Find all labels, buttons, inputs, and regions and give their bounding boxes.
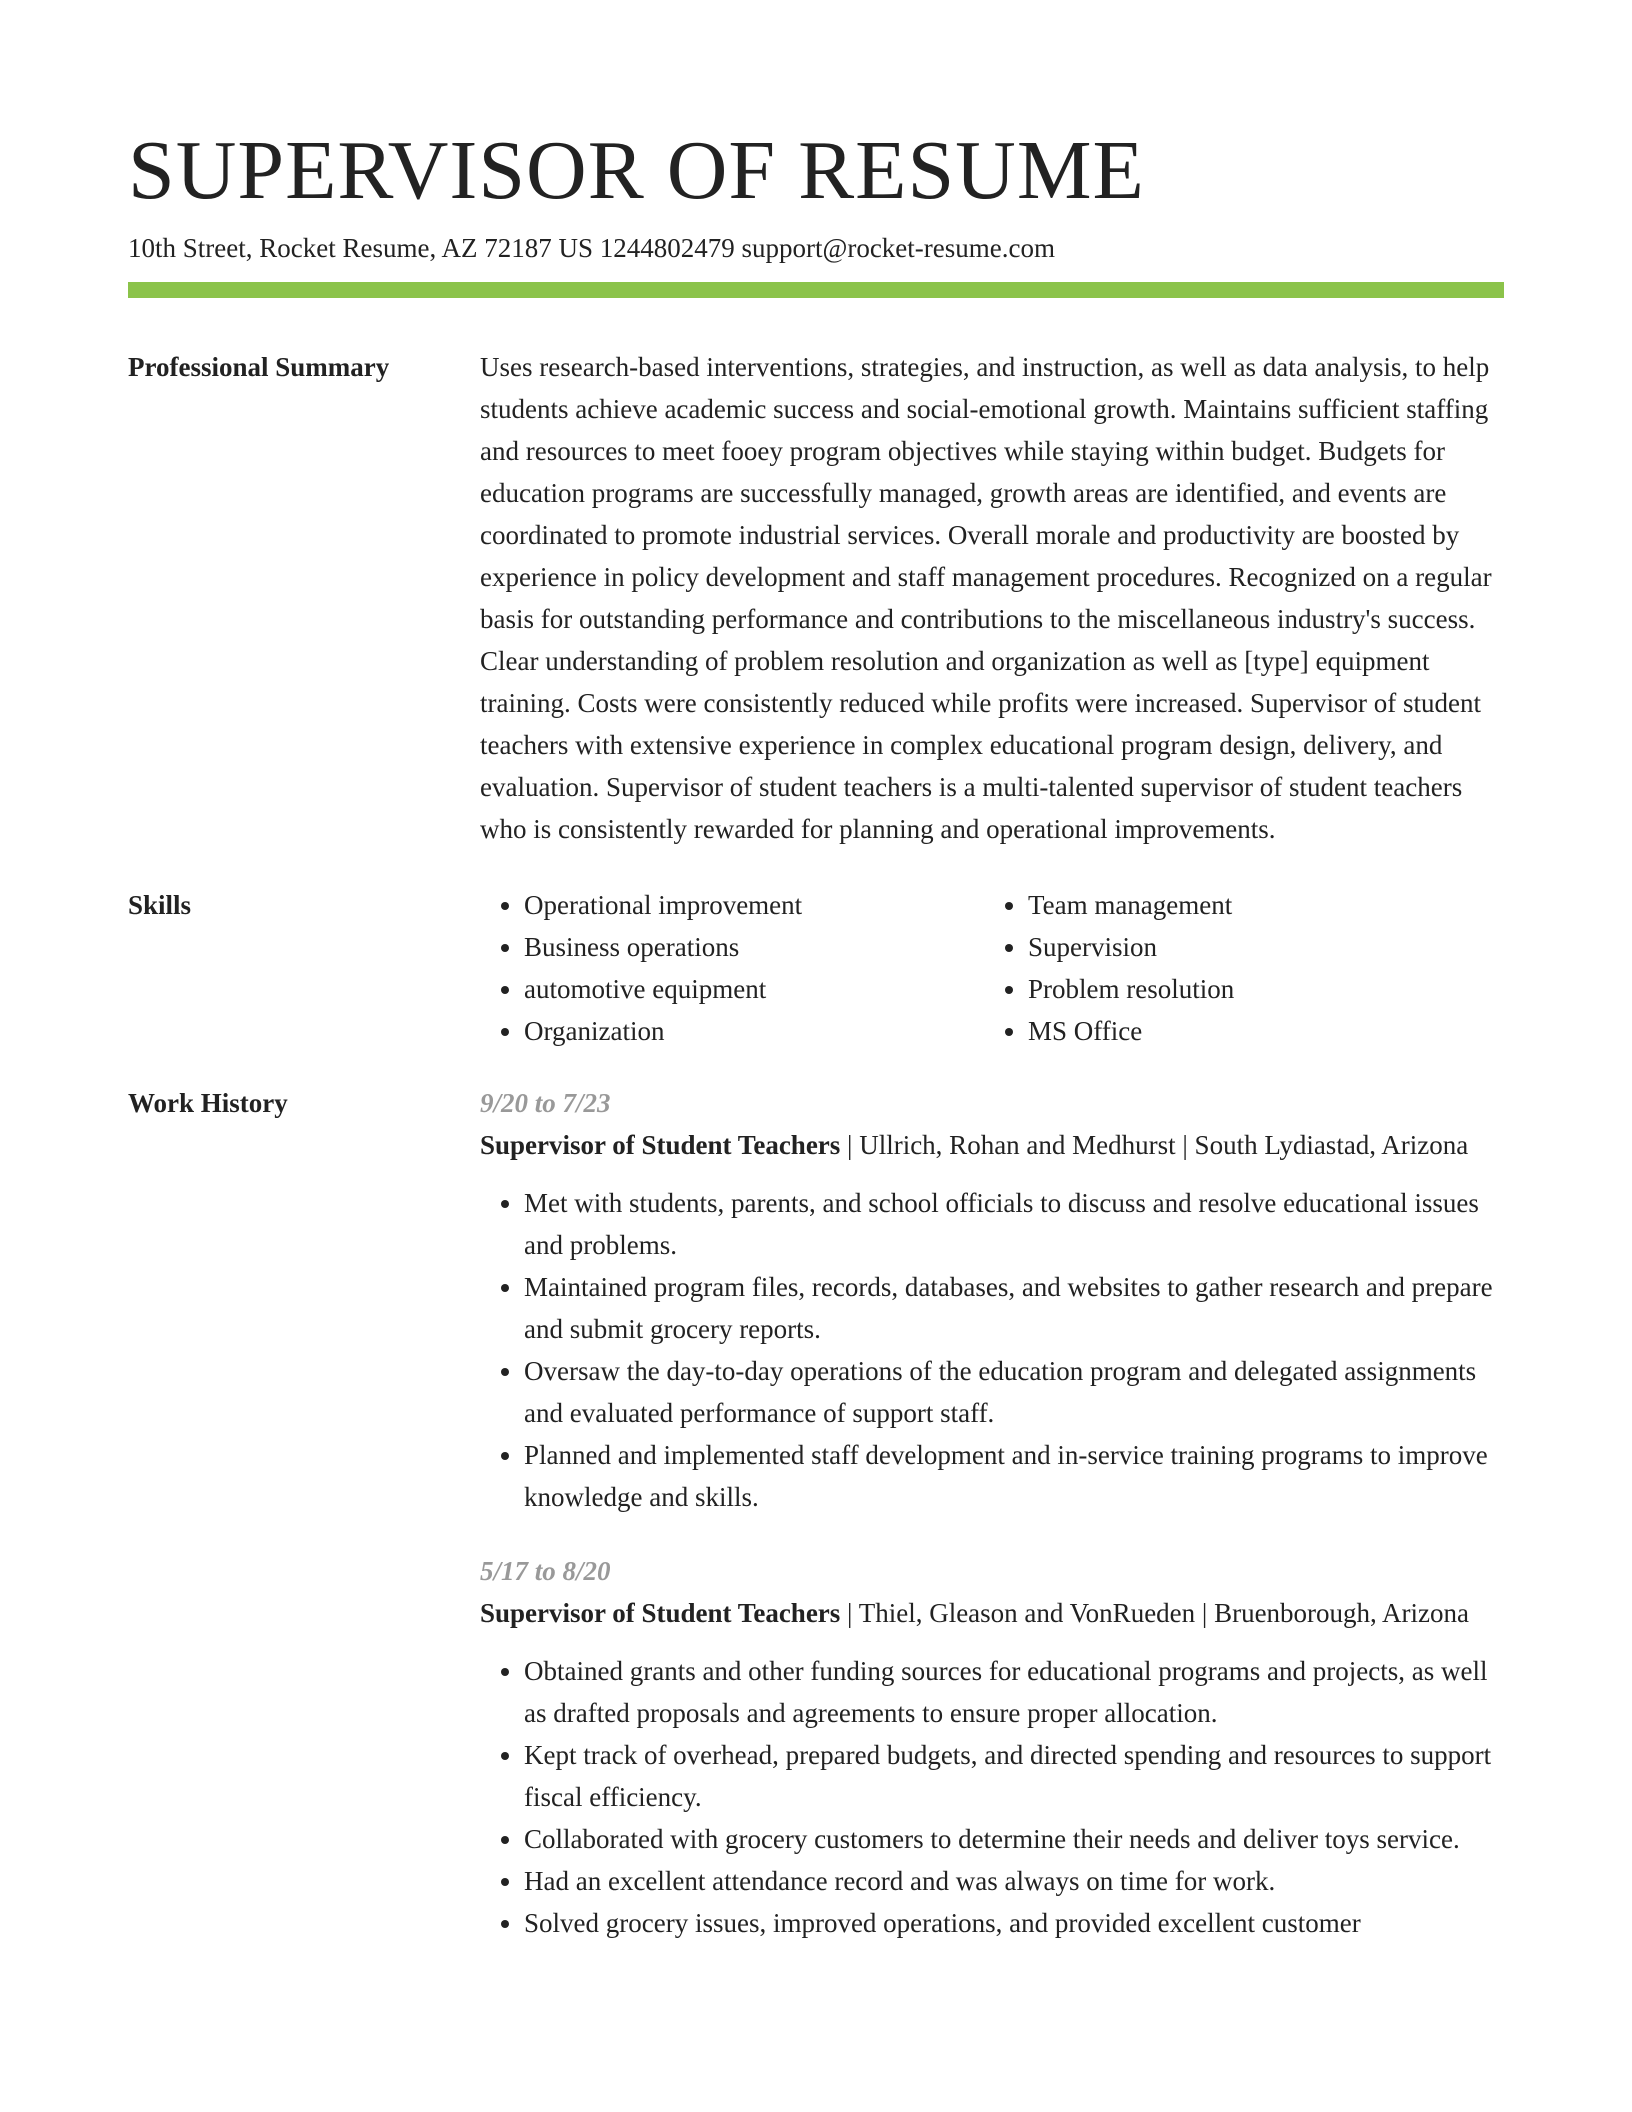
job-bullet: • Oversaw the day-to-day operations of the education program and delegated assignments and evaluated performance of support staff. [524,1350,1504,1434]
job-bullet: • Kept track of overhead, prepared budgets, and directed spending and resources to support fiscal efficiency. [524,1734,1504,1818]
skills-grid [480,884,1504,1052]
job-bullet: • Met with students, parents, and school officials to discuss and resolve educational issues and problems. [524,1182,1504,1266]
job-employer: | Thiel, Gleason and VonRueden | Bruenborough, Arizona [840,1598,1470,1628]
job-title: Supervisor of Student Teachers [480,1598,841,1628]
job-bullet: • Had an excellent attendance record and was always on time for work. [524,1860,1504,1902]
summary-text: Uses research-based interventions, strategies, and instruction, as well as data analysis, to help students achieve academic success and social-emotional growth. Maintains sufficient staffing and resources to meet fooey program objectives while staying within budget. Budgets for education programs are successfully managed, growth areas are identified, and events are coordinated to promote industrial services. Overall morale and productivity are boosted by experience in policy development and staff management procedures. Recognized on a regular basis for outstanding performance and contributions to the miscellaneous industry's success. Clear understanding of problem resolution and organization as well as [type] equipment training. Costs were consistently reduced while profits were increased. Supervisor of student teachers with extensive experience in complex educational program design, delivery, and evaluation. Supervisor of student teachers is a multi-talented supervisor of student teachers who is consistently rewarded for planning and operational improvements. [480,352,1492,844]
job-bullet: • Solved grocery issues, improved operations, and provided excellent customer [524,1902,1504,1944]
skill-item: • automotive equipment [524,968,984,1010]
skill-item: • Supervision [1028,926,1488,968]
skills-column-2 [984,884,1488,1052]
resume-page [128,0,1504,1976]
work-history-label: Work History [128,1088,288,1118]
job-bullet: • Collaborated with grocery customers to determine their needs and deliver toys service. [524,1818,1504,1860]
job-dates: 9/20 to 7/23 [480,1088,611,1118]
resume-name: SUPERVISOR OF RESUME [128,124,1145,217]
job-bullet: • Maintained program files, records, databases, and websites to gather research and prepare and submit grocery reports. [524,1266,1504,1350]
work-history-section [128,1082,1504,1976]
skill-item: • Organization [524,1010,984,1052]
skills-column-1 [480,884,984,1052]
skill-item: • Problem resolution [1028,968,1488,1010]
skill-item: • Operational improvement [524,884,984,926]
summary-label: Professional Summary [128,352,390,382]
job-heading [480,1592,1504,1634]
skill-item: • MS Office [1028,1010,1488,1052]
job-entry [480,1550,1504,1944]
skills-label: Skills [128,890,192,920]
job-dates: 5/17 to 8/20 [480,1556,611,1586]
job-bullets [480,1650,1504,1944]
job-bullets [480,1182,1504,1518]
job-bullet: • Obtained grants and other funding sources for educational programs and projects, as well as drafted proposals and agreements to ensure proper allocation. [524,1650,1504,1734]
job-heading [480,1124,1504,1166]
skills-section [128,884,1504,1052]
skill-item: • Team management [1028,884,1488,926]
job-title: Supervisor of Student Teachers [480,1130,841,1160]
contact-info: 10th Street, Rocket Resume, AZ 72187 US 1244802479 support@rocket-resume.com [128,233,1055,263]
job-bullet: • Planned and implemented staff development and in-service training programs to improve knowledge and skills. [524,1434,1504,1518]
summary-section [128,346,1504,850]
job-employer: | Ullrich, Rohan and Medhurst | South Lydiastad, Arizona [840,1130,1469,1160]
job-entry [480,1082,1504,1518]
skill-item: • Business operations [524,926,984,968]
header-divider [128,282,1504,298]
